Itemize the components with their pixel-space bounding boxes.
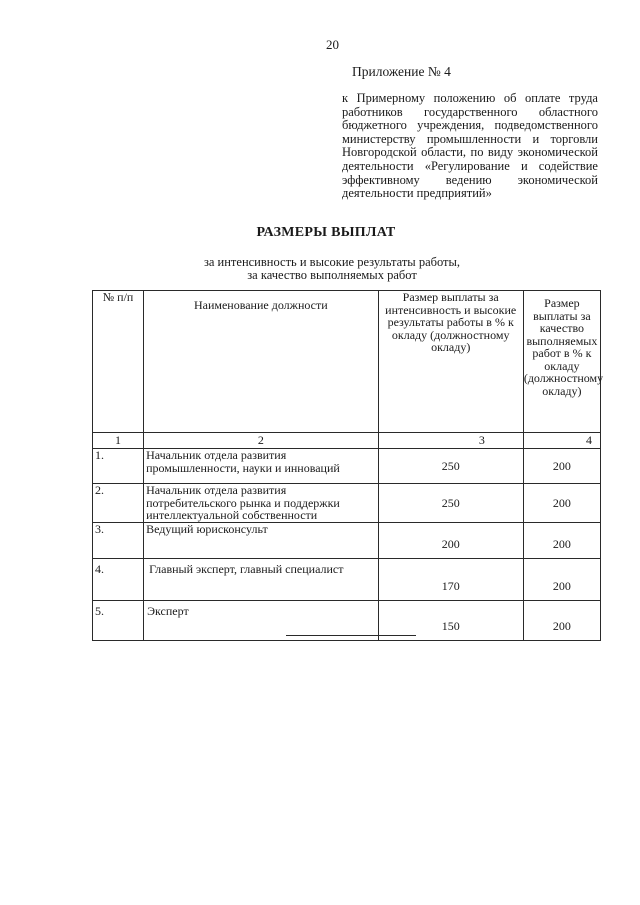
table-row: [93, 523, 601, 559]
end-divider: [286, 635, 416, 636]
row-intensity-value: 250: [378, 484, 523, 523]
document-subtitle: [0, 256, 640, 282]
appendix-reference: к Примерному положению об оплате труда работников государственного областного бюджетного учреждения, подведомственного министерству промышленности и торговли Новгородской области, по виду экономической деятельности «Регулирование и содействие эффективному ведению экономической деятельности предприятий»: [342, 91, 598, 201]
row-number: 5.: [93, 601, 144, 641]
row-quality-value: 200: [523, 449, 600, 484]
table-row: [93, 484, 601, 523]
header-position-name: Наименование должности: [144, 291, 378, 433]
row-position-name: Начальник отдела развития промышленности, науки и инноваций: [144, 449, 378, 484]
row-position-name: Ведущий юрисконсульт: [144, 523, 378, 559]
document-title: РАЗМЕРЫ ВЫПЛАТ: [256, 225, 396, 240]
column-number-1: 1: [93, 433, 144, 449]
row-position-name: Главный эксперт, главный специалист: [144, 559, 378, 601]
row-intensity-value: 170: [378, 559, 523, 601]
page-number: 20: [326, 37, 339, 52]
table-header-row: [93, 291, 601, 433]
column-number-row: [93, 433, 601, 449]
column-number-2: 2: [144, 433, 378, 449]
header-intensity-payment: Размер выплаты за интенсивность и высокие результаты работы в % к окладу (должностному окладу): [378, 291, 523, 433]
row-position-name: Начальник отдела развития потребительского рынка и поддержки интеллектуальной собственности: [144, 484, 378, 523]
payments-table: [92, 290, 604, 641]
subtitle-line-2: за качество выполняемых работ: [247, 268, 417, 282]
row-intensity-value: 150: [378, 601, 523, 641]
subtitle-line-1: за интенсивность и высокие результаты работы,: [203, 255, 461, 269]
header-number: № п/п: [93, 291, 144, 433]
row-position-name: Эксперт: [144, 601, 378, 641]
row-number: 2.: [93, 484, 144, 523]
column-number-3: 3: [378, 433, 523, 449]
row-intensity-value: 200: [378, 523, 523, 559]
row-intensity-value: 250: [378, 449, 523, 484]
row-number: 3.: [93, 523, 144, 559]
table-row: [93, 559, 601, 601]
appendix-title: Приложение № 4: [352, 64, 451, 79]
row-number: 4.: [93, 559, 144, 601]
row-quality-value: 200: [523, 484, 600, 523]
column-number-4: 4: [523, 433, 600, 449]
row-quality-value: 200: [523, 559, 600, 601]
header-quality-payment: Размер выплаты за качество выполняемых работ в % к окладу (должностному окладу): [523, 291, 600, 433]
row-number: 1.: [93, 449, 144, 484]
row-quality-value: 200: [523, 523, 600, 559]
row-quality-value: 200: [523, 601, 600, 641]
table-row: [93, 449, 601, 484]
